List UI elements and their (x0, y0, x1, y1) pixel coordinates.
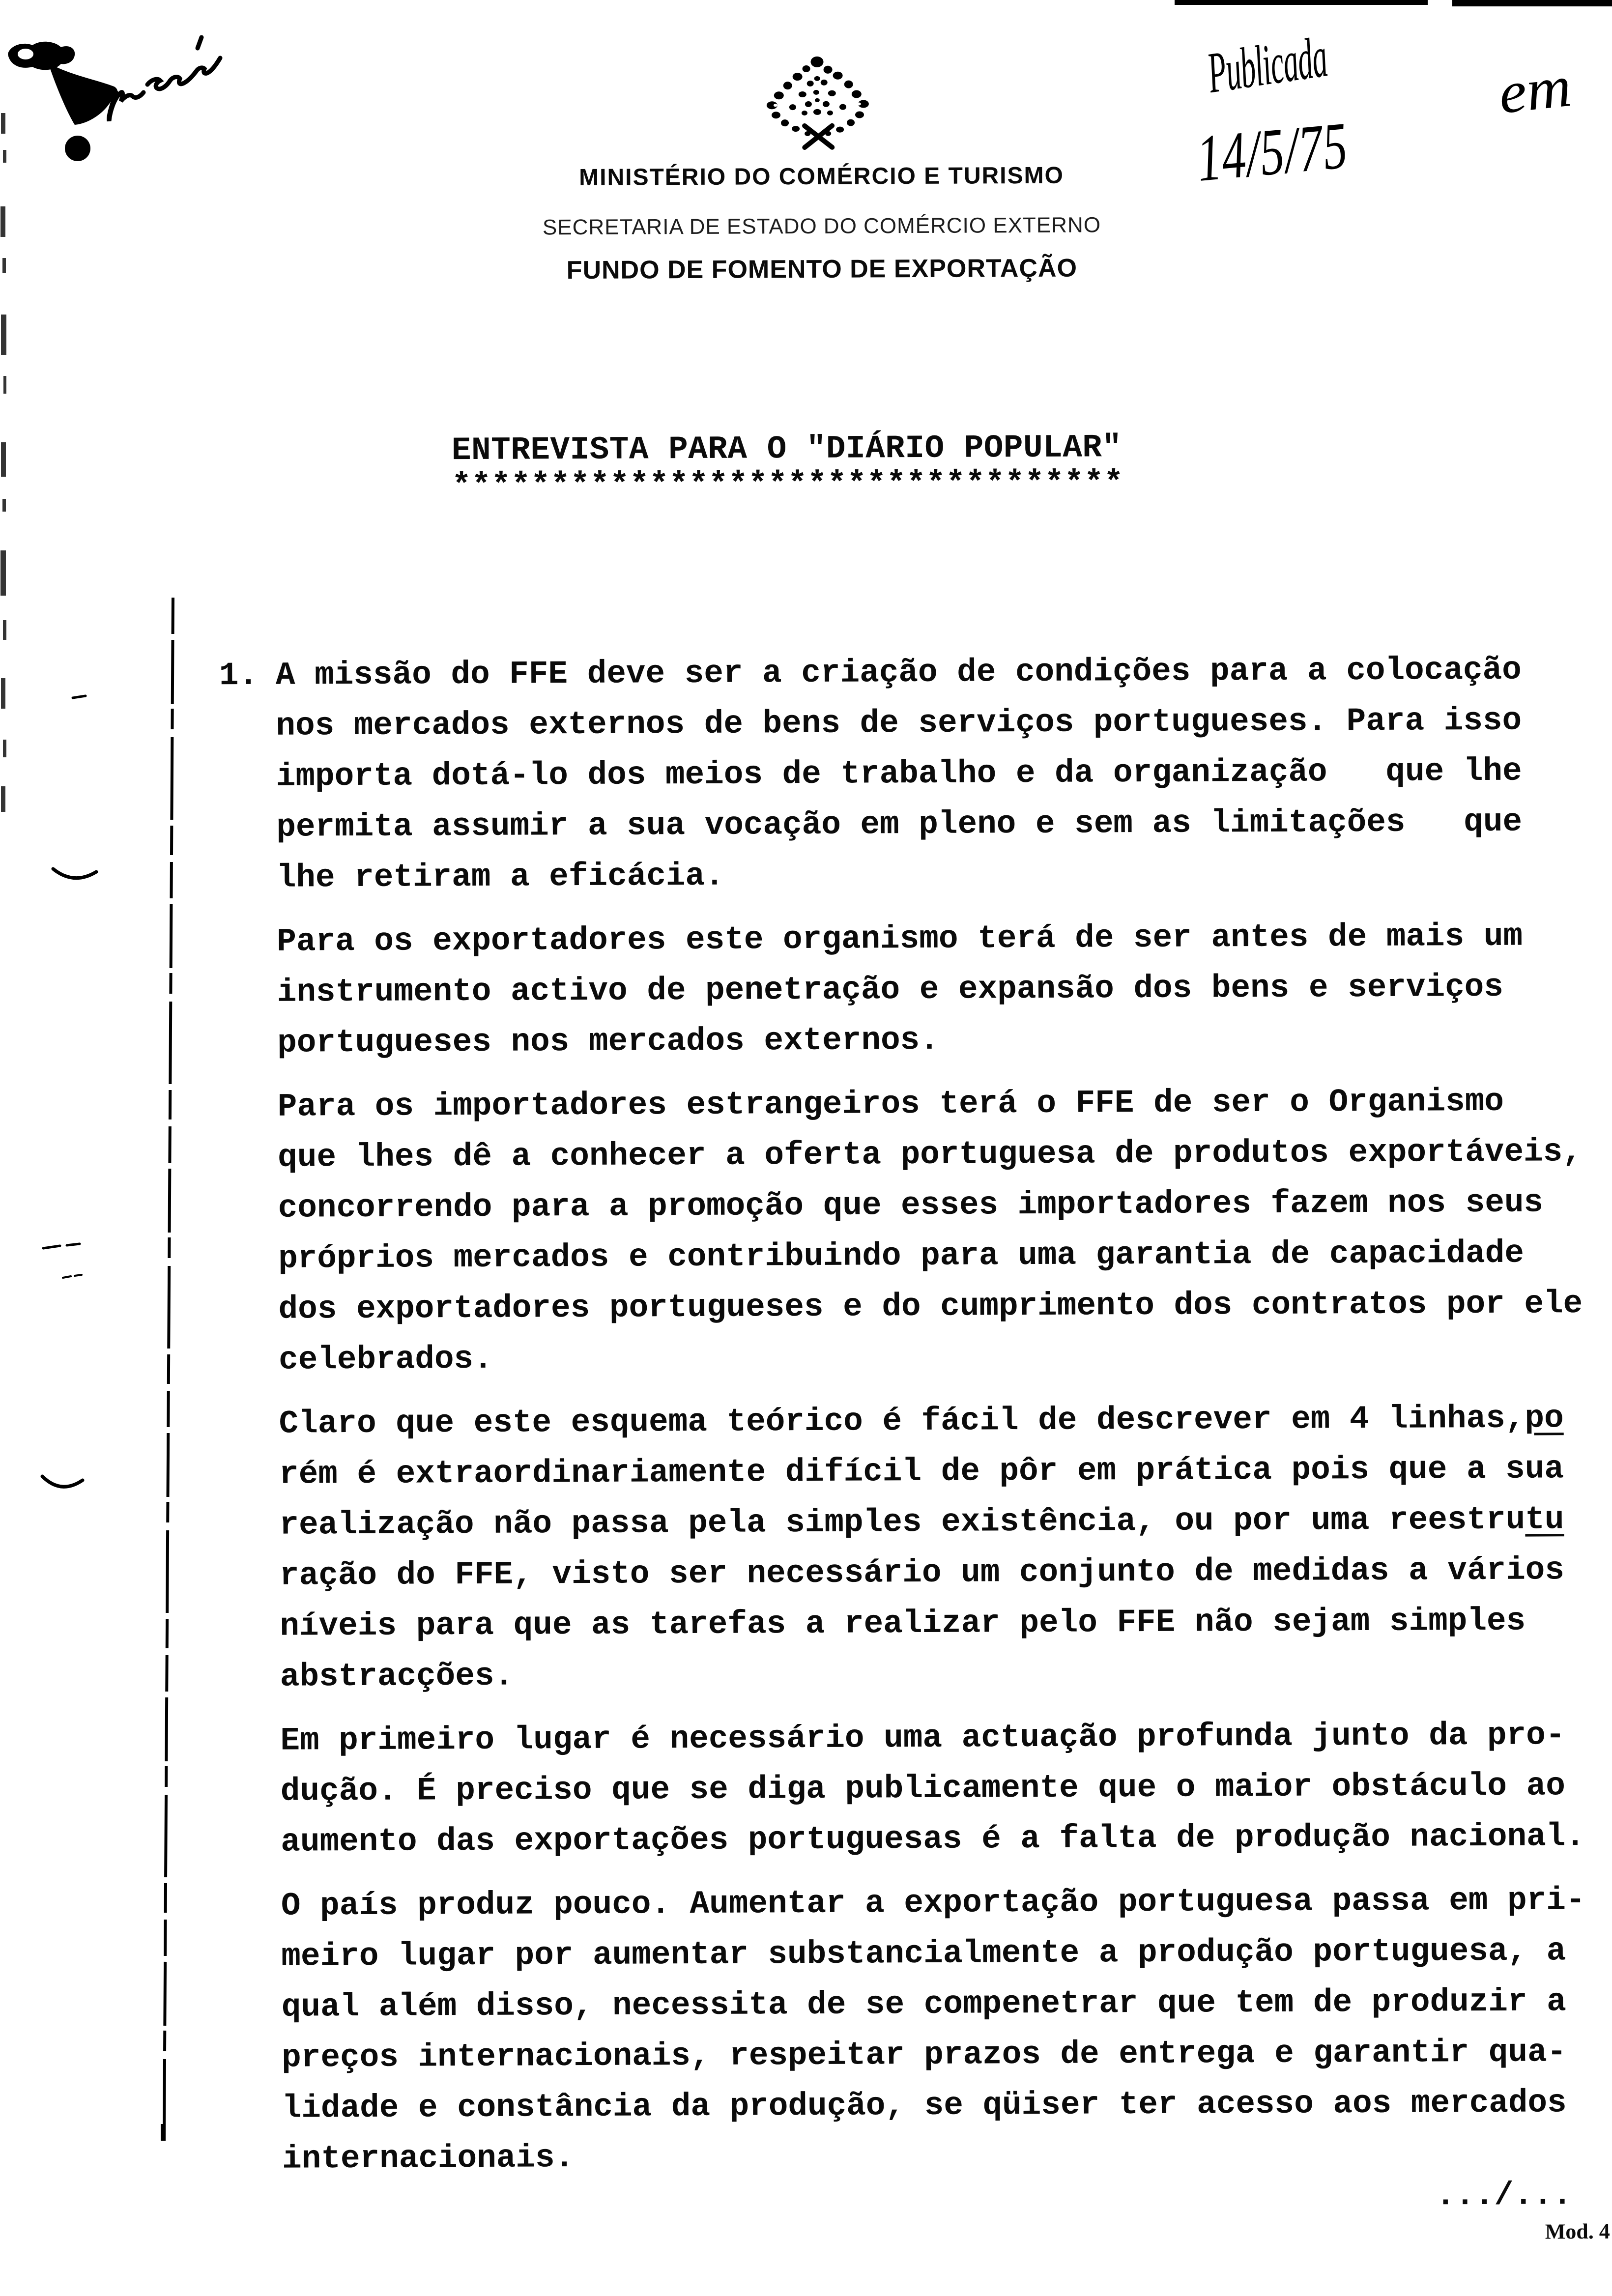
text-line: Para os importadores estrangeiros terá o FFE de ser o Organismo (277, 1083, 1504, 1125)
text-line: portugueses nos mercados externos. (277, 1021, 939, 1062)
text-line: meiro lugar por aumentar substancialmente a produção portuguesa, a (281, 1932, 1566, 1975)
text-line: dução. É preciso que se diga publicamente que o maior obstáculo ao (280, 1767, 1566, 1810)
text-line: níveis para que as tarefas a realizar pelo FFE não sejam simples (280, 1602, 1526, 1645)
text-line: dos exportadores portugueses e do cumprimento dos contratos por ele (278, 1285, 1583, 1328)
hyphenation-underline: po (1525, 1400, 1564, 1437)
text-line: celebrados. (278, 1340, 493, 1378)
document-title: ENTREVISTA PARA O "DIÁRIO POPULAR" (451, 429, 1122, 469)
text-line: nos mercados externos de bens de serviços portugueses. Para isso (276, 702, 1522, 745)
handwritten-publication-date: 14/5/75 (1194, 109, 1351, 196)
text-line: ração do FFE, visto ser necessário um conjunto de medidas a vários (279, 1551, 1565, 1594)
header-fund: FUNDO DE FOMENTO DE EXPORTAÇÃO (566, 254, 1078, 285)
text-line: preços internacionais, respeitar prazos de entrega e garantir qua- (282, 2034, 1567, 2076)
title-asterisk-underline: ********************************** (452, 464, 1124, 505)
hyphenation-underline: tu (1525, 1501, 1564, 1538)
text-line: importa dotá-lo dos meios de trabalho e da organização que lhe (276, 752, 1522, 795)
text-line: qual além disso, necessita de se compenetrar que tem de produzir a (281, 1983, 1566, 2026)
paragraph (276, 644, 1584, 903)
text-line: próprios mercados e contribuindo para uma garantia de capacidade (278, 1234, 1525, 1277)
handwritten-publication-note-em: em (1495, 53, 1575, 126)
text-line: lhe retiram a eficácia. (276, 857, 724, 896)
text-line: internacionais. (282, 2139, 575, 2178)
text-line: rém é extraordinariamente difícil de pôr em prática pois que a sua (279, 1450, 1564, 1493)
text-line: A missão do FFE deve ser a criação de condições para a colocação (275, 651, 1522, 694)
header-secretariat: SECRETARIA DE ESTADO DO COMÉRCIO EXTERNO (542, 213, 1101, 240)
text-line: realização não passa pela simples existência, ou por uma reestrutu (279, 1501, 1564, 1544)
paragraph (280, 1710, 1588, 1867)
paragraph (281, 1875, 1590, 2184)
paragraph (279, 1393, 1587, 1702)
text-line: aumento das exportações portuguesas é a falta de produção nacional. (281, 1818, 1585, 1861)
paragraph (277, 911, 1584, 1068)
continuation-mark: .../... (1436, 2177, 1572, 2214)
text-line: O país produz pouco. Aumentar a exportação portuguesa passa em pri- (281, 1882, 1585, 1924)
text-line: instrumento activo de penetração e expansão dos bens e serviços (277, 968, 1504, 1011)
list-item-number: 1. (219, 657, 259, 694)
header-ministry: MINISTÉRIO DO COMÉRCIO E TURISMO (579, 162, 1064, 191)
text-line: que lhes dê a conhecer a oferta portuguesa de produtos exportáveis, (278, 1133, 1583, 1176)
text-line: abstracções. (280, 1657, 514, 1695)
text-line: Para os exportadores este organismo terá de ser antes de mais um (277, 918, 1523, 960)
text-line: lidade e constância da produção, se qüiser ter acesso aos mercados (282, 2084, 1567, 2127)
text-line: Em primeiro lugar é necessário uma actuação profunda junto da pro- (280, 1717, 1565, 1759)
text-line: Claro que este esquema teórico é fácil de descrever em 4 linhas,po (279, 1400, 1564, 1442)
form-code: Mod. 4 (1545, 2219, 1610, 2244)
text-line: permita assumir a sua vocação em pleno e sem as limitações que (276, 803, 1523, 846)
coat-of-arms-icon (758, 52, 876, 150)
handwritten-publication-note: Publicada (1203, 24, 1331, 106)
body-text (276, 644, 1590, 2198)
text-line: concorrendo para a promoção que esses importadores fazem nos seus (278, 1184, 1544, 1227)
paragraph (278, 1076, 1586, 1385)
